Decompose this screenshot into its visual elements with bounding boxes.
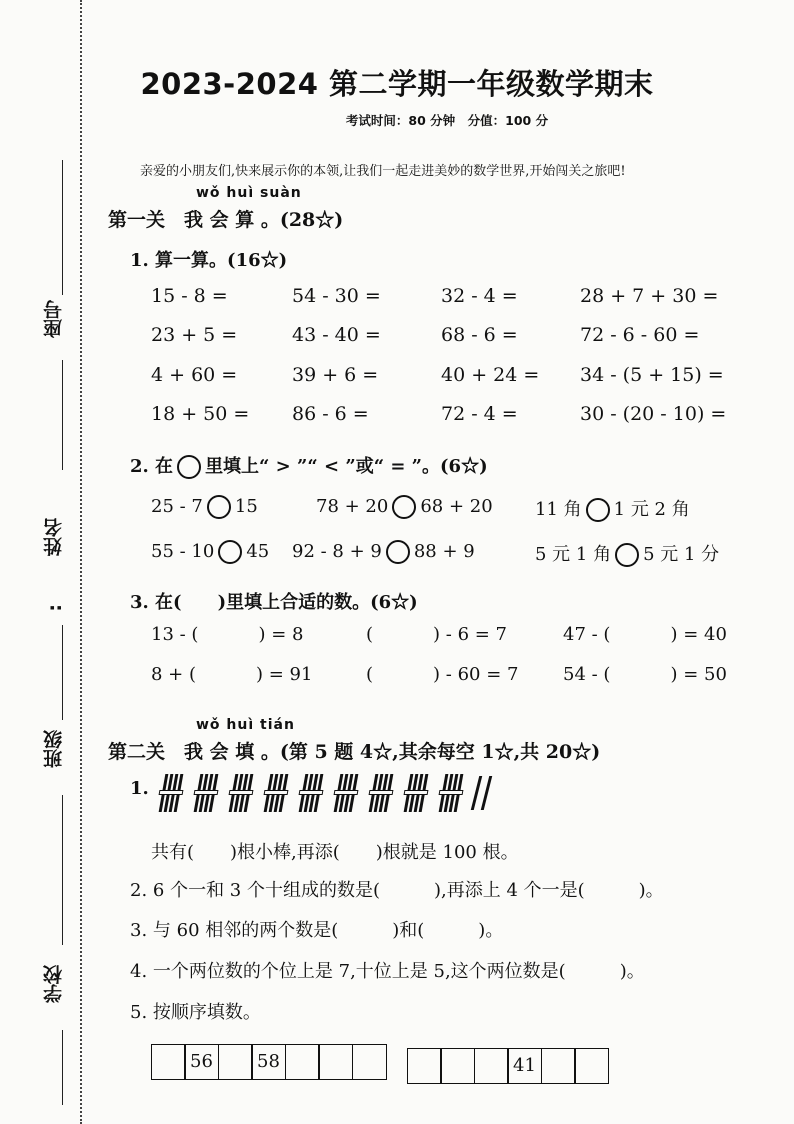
calc: 72 - 6 - 60 = bbox=[580, 324, 700, 346]
sequence-cell: 56 bbox=[184, 1044, 219, 1080]
stick-bundle-icon bbox=[335, 772, 357, 814]
stick-bundle-icon bbox=[370, 772, 392, 814]
fill-item: 47 - ( ) = 40 bbox=[563, 624, 727, 645]
sequence-cell[interactable] bbox=[440, 1048, 475, 1084]
stick-bundle-icon bbox=[405, 772, 427, 814]
s2-q2: 2. 6 个一和 3 个十组成的数是( ),再添上 4 个一是( )。 bbox=[130, 880, 664, 901]
section1-pinyin: wǒ huì suàn bbox=[196, 185, 302, 201]
sequence-cell[interactable] bbox=[218, 1044, 253, 1080]
stick-bundles bbox=[160, 772, 495, 818]
s2-q3: 3. 与 60 相邻的两个数是( )和( )。 bbox=[130, 920, 504, 941]
page-title: 2023-2024 第二学期一年级数学期末 bbox=[140, 67, 654, 101]
sequence-cell[interactable] bbox=[474, 1048, 509, 1084]
s2-q4: 4. 一个两位数的个位上是 7,十位上是 5,这个两位数是( )。 bbox=[130, 961, 645, 982]
compare-circle[interactable] bbox=[207, 495, 231, 519]
compare-circle[interactable] bbox=[386, 540, 410, 564]
compare-item: 5 元 1 角 5 元 1 分 bbox=[535, 544, 720, 565]
compare-item: 11 角 1 元 2 角 bbox=[535, 499, 690, 520]
s2-q1-number: 1. bbox=[130, 778, 149, 799]
name-colon: : bbox=[44, 604, 66, 612]
q2-label-a: 2. 在 bbox=[130, 456, 174, 477]
calc: 39 + 6 = bbox=[292, 364, 379, 386]
calc: 86 - 6 = bbox=[292, 403, 369, 425]
sequence-cell[interactable] bbox=[407, 1048, 442, 1084]
q1-label: 1. 算一算。(16☆) bbox=[130, 250, 288, 271]
stick-bundle-icon bbox=[230, 772, 252, 814]
single-stick-icon bbox=[471, 776, 482, 810]
calc: 40 + 24 = bbox=[441, 364, 540, 386]
fill-item: 8 + ( ) = 91 bbox=[151, 664, 313, 685]
calc: 15 - 8 = bbox=[151, 285, 228, 307]
sequence-cell: 41 bbox=[507, 1048, 542, 1084]
class-label: 班级 bbox=[43, 730, 65, 768]
sequence-cell[interactable] bbox=[318, 1044, 353, 1080]
stick-bundle-icon bbox=[195, 772, 217, 814]
exam-info: 考试时间：80 分钟 分值：100 分 bbox=[345, 113, 549, 128]
calc: 28 + 7 + 30 = bbox=[580, 285, 719, 307]
intro-text: 亲爱的小朋友们,快来展示你的本领,让我们一起走进美妙的数学世界,开始闯关之旅吧! bbox=[140, 164, 626, 179]
stick-bundle-icon bbox=[160, 772, 182, 814]
compare-circle[interactable] bbox=[218, 540, 242, 564]
calc: 68 - 6 = bbox=[441, 324, 518, 346]
sequence-cell[interactable] bbox=[151, 1044, 186, 1080]
calc: 32 - 4 = bbox=[441, 285, 518, 307]
seat-underline-lower bbox=[62, 360, 63, 470]
calc: 23 + 5 = bbox=[151, 324, 238, 346]
fill-item: 13 - ( ) = 8 bbox=[151, 624, 304, 645]
sequence-cell[interactable] bbox=[574, 1048, 609, 1084]
school-underline bbox=[62, 1030, 63, 1105]
binding-dotted-line bbox=[80, 0, 82, 1124]
sequence-grid-1 bbox=[152, 1044, 387, 1080]
q3-label: 3. 在( )里填上合适的数。(6☆) bbox=[130, 592, 418, 613]
school-label: 学校 bbox=[43, 965, 65, 1003]
compare-circle[interactable] bbox=[392, 495, 416, 519]
calc: 18 + 50 = bbox=[151, 403, 250, 425]
sequence-cell[interactable] bbox=[352, 1044, 387, 1080]
sequence-cell[interactable] bbox=[285, 1044, 320, 1080]
fill-item: ( ) - 60 = 7 bbox=[366, 664, 519, 685]
compare-item: 92 - 8 + 9 88 + 9 bbox=[292, 541, 475, 562]
calc: 43 - 40 = bbox=[292, 324, 381, 346]
calc: 34 - (5 + 15) = bbox=[580, 364, 724, 386]
compare-circle[interactable] bbox=[615, 543, 639, 567]
calc: 4 + 60 = bbox=[151, 364, 238, 386]
section2-pinyin: wǒ huì tián bbox=[196, 717, 295, 733]
compare-item: 25 - 7 15 bbox=[151, 496, 258, 517]
calc: 54 - 30 = bbox=[292, 285, 381, 307]
stick-bundle-icon bbox=[440, 772, 462, 814]
single-stick-icon bbox=[481, 776, 492, 810]
s2-q5: 5. 按顺序填数。 bbox=[130, 1002, 261, 1023]
section1-heading: 第一关 我 会 算 。(28☆) bbox=[108, 209, 344, 231]
seat-underline bbox=[62, 160, 63, 295]
s2-q1-text: 共有( )根小棒,再添( )根就是 100 根。 bbox=[151, 842, 519, 863]
fill-item: ( ) - 6 = 7 bbox=[366, 624, 508, 645]
compare-circle-icon bbox=[177, 455, 201, 479]
q2-label-b: 里填上“ > ”“ < ”或“ = ”。(6☆) bbox=[205, 456, 488, 477]
fill-item: 54 - ( ) = 50 bbox=[563, 664, 727, 685]
sequence-cell[interactable] bbox=[541, 1048, 576, 1084]
q2-label bbox=[130, 452, 488, 479]
compare-item: 55 - 10 45 bbox=[151, 541, 270, 562]
sequence-cell: 58 bbox=[251, 1044, 286, 1080]
name-label: 姓名 bbox=[43, 518, 65, 556]
stick-bundle-icon bbox=[300, 772, 322, 814]
name-underline bbox=[62, 625, 63, 720]
stick-bundle-icon bbox=[265, 772, 287, 814]
section2-heading: 第二关 我 会 填 。(第 5 题 4☆,其余每空 1☆,共 20☆) bbox=[108, 741, 601, 763]
calc: 30 - (20 - 10) = bbox=[580, 403, 727, 425]
class-underline bbox=[62, 795, 63, 945]
compare-circle[interactable] bbox=[586, 498, 610, 522]
calc: 72 - 4 = bbox=[441, 403, 518, 425]
compare-item: 78 + 20 68 + 20 bbox=[316, 496, 493, 517]
sequence-grid-2 bbox=[408, 1048, 609, 1084]
seat-label: 座号 bbox=[43, 300, 65, 338]
